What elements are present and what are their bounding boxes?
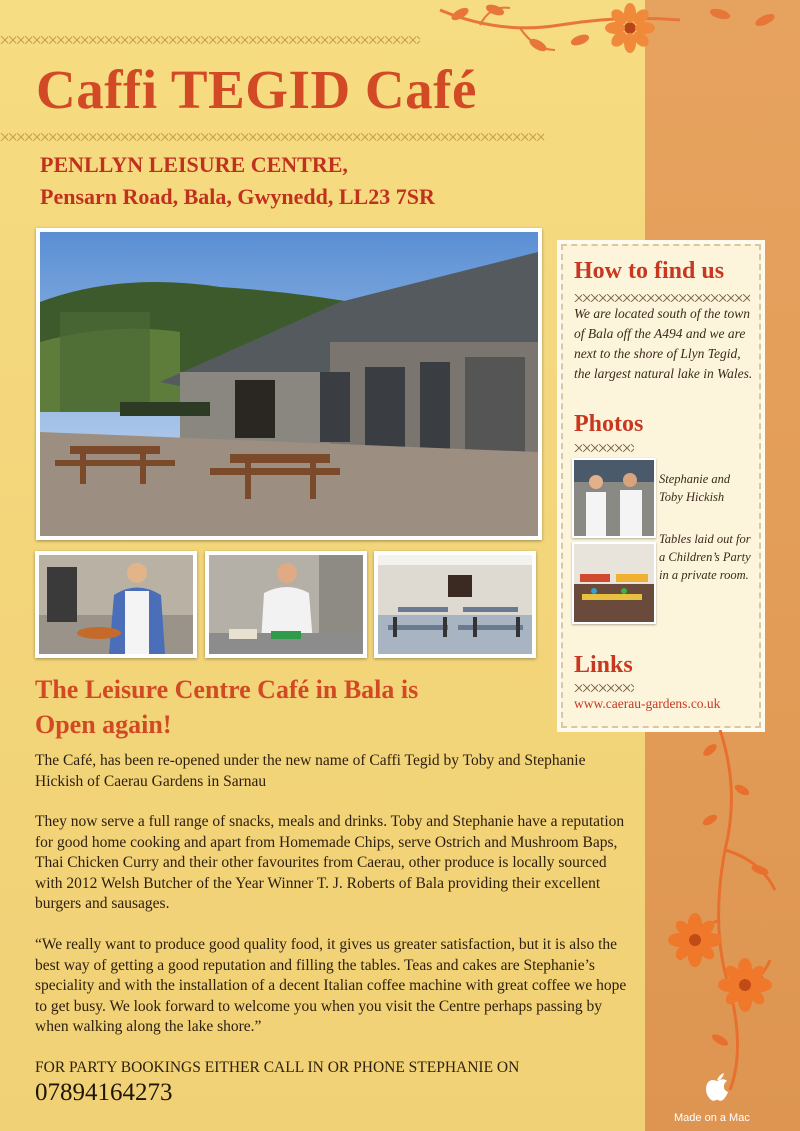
- zigzag-divider: [0, 133, 545, 141]
- phone-number[interactable]: 07894164273: [35, 1079, 173, 1106]
- zigzag-divider: [574, 294, 750, 302]
- flower-ornament-icon: [650, 730, 800, 1090]
- links-heading: Links: [574, 652, 633, 678]
- article-paragraph-2: They now serve a full range of snacks, meals and drinks. Toby and Stephanie have a reputation for good home cooking and apart from Homemade Chips, serve Ostrich and Mushroom Baps, Thai Chicken Curry and their other favourites from Caerau, other produce is locally sourced with 2012 Welsh Butcher of the Year Winner T. J. Roberts of Bala providing their excellent burgers and sausages.: [35, 813, 625, 912]
- zigzag-divider: [0, 36, 420, 44]
- thumbnail-hall-photo: [374, 551, 536, 658]
- how-to-find-heading: How to find us: [574, 258, 725, 284]
- article-paragraph-3: “We really want to produce good quality food, it gives us greater satisfaction, but it is also the best way of getting a good reputation and filling the tables. Teas and cakes are Stephanie’s speciality and with the installation of a decent Italian coffee machine with great coffee we hope to get busy. We look forward to welcome you when you visit the Centre perhaps passing by when walking along the lake shore.”: [35, 936, 627, 1035]
- party-tables-caption: Tables laid out for a Children’s Party in a private room.: [659, 532, 751, 582]
- photos-heading: Photos: [574, 411, 644, 437]
- flower-ornament-icon: [420, 0, 800, 70]
- zigzag-divider: [574, 444, 634, 452]
- thumbnail-stephanie-photo: [35, 551, 197, 658]
- apple-logo-icon: [704, 1072, 730, 1102]
- zigzag-divider: [574, 684, 634, 692]
- booking-instructions: FOR PARTY BOOKINGS EITHER CALL IN OR PHONE STEPHANIE ON: [35, 1059, 520, 1076]
- owners-photo-caption: Stephanie and Toby Hickish: [659, 472, 731, 504]
- address-line-1: PENLLYN LEISURE CENTRE,: [40, 152, 348, 177]
- building-photo: [36, 228, 542, 540]
- info-card: [561, 244, 761, 728]
- page-title: Caffi TEGID Café: [36, 59, 477, 120]
- address-line-2: Pensarn Road, Bala, Gwynedd, LL23 7SR: [40, 184, 435, 209]
- article-paragraph-1: The Café, has been re-opened under the new name of Caffi Tegid by Toby and Stephanie Hickish of Caerau Gardens in Sarnau: [35, 752, 586, 790]
- article-headline: The Leisure Centre Café in Bala is Open again!: [35, 675, 419, 739]
- caerau-gardens-link[interactable]: www.caerau-gardens.co.uk: [574, 696, 721, 711]
- party-tables-photo: [572, 542, 656, 624]
- thumbnail-toby-photo: [205, 551, 367, 658]
- made-on-a-mac-text: Made on a Mac: [674, 1112, 750, 1124]
- owners-photo: [572, 458, 656, 538]
- how-to-find-text: We are located south of the town of Bala off the A494 and we are next to the shore of Llyn Tegid, the largest natural lake in Wales.: [574, 306, 753, 381]
